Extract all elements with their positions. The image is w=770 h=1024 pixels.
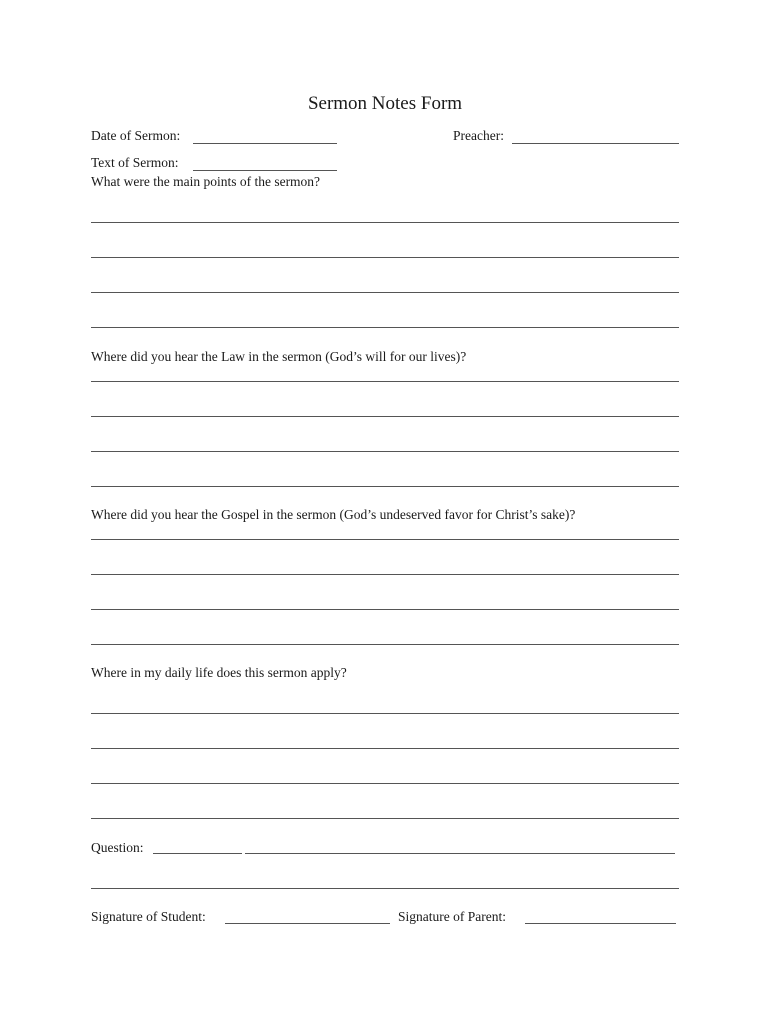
answer-line[interactable] (91, 713, 679, 714)
question-field-continued[interactable] (245, 853, 675, 854)
answer-line[interactable] (91, 539, 679, 540)
answer-line[interactable] (91, 222, 679, 223)
answer-line[interactable] (91, 644, 679, 645)
page-title: Sermon Notes Form (307, 93, 463, 114)
answer-line[interactable] (91, 574, 679, 575)
answer-line[interactable] (91, 292, 679, 293)
text-field[interactable] (193, 170, 337, 171)
date-field[interactable] (193, 143, 337, 144)
prompt-main-points: What were the main points of the sermon? (91, 174, 321, 189)
answer-line[interactable] (91, 486, 679, 487)
question-line[interactable] (91, 888, 679, 889)
preacher-label: Preacher: (453, 128, 504, 143)
question-field[interactable] (153, 853, 242, 854)
student-signature-field[interactable] (225, 923, 390, 924)
answer-line[interactable] (91, 381, 679, 382)
parent-signature-label: Signature of Parent: (398, 909, 506, 924)
answer-line[interactable] (91, 748, 679, 749)
student-signature-label: Signature of Student: (91, 909, 206, 924)
answer-line[interactable] (91, 257, 679, 258)
answer-line[interactable] (91, 609, 679, 610)
parent-signature-field[interactable] (525, 923, 676, 924)
answer-line[interactable] (91, 416, 679, 417)
answer-line[interactable] (91, 327, 679, 328)
answer-line[interactable] (91, 783, 679, 784)
prompt-law: Where did you hear the Law in the sermon (God’s will for our lives)? (91, 349, 467, 364)
question-label: Question: (91, 840, 144, 855)
prompt-daily-life: Where in my daily life does this sermon apply? (91, 665, 347, 680)
prompt-gospel: Where did you hear the Gospel in the sermon (God’s undeserved favor for Christ’s sake)? (91, 507, 576, 522)
answer-line[interactable] (91, 451, 679, 452)
preacher-field[interactable] (512, 143, 679, 144)
answer-line[interactable] (91, 818, 679, 819)
text-label: Text of Sermon: (91, 155, 179, 170)
date-label: Date of Sermon: (91, 128, 181, 143)
